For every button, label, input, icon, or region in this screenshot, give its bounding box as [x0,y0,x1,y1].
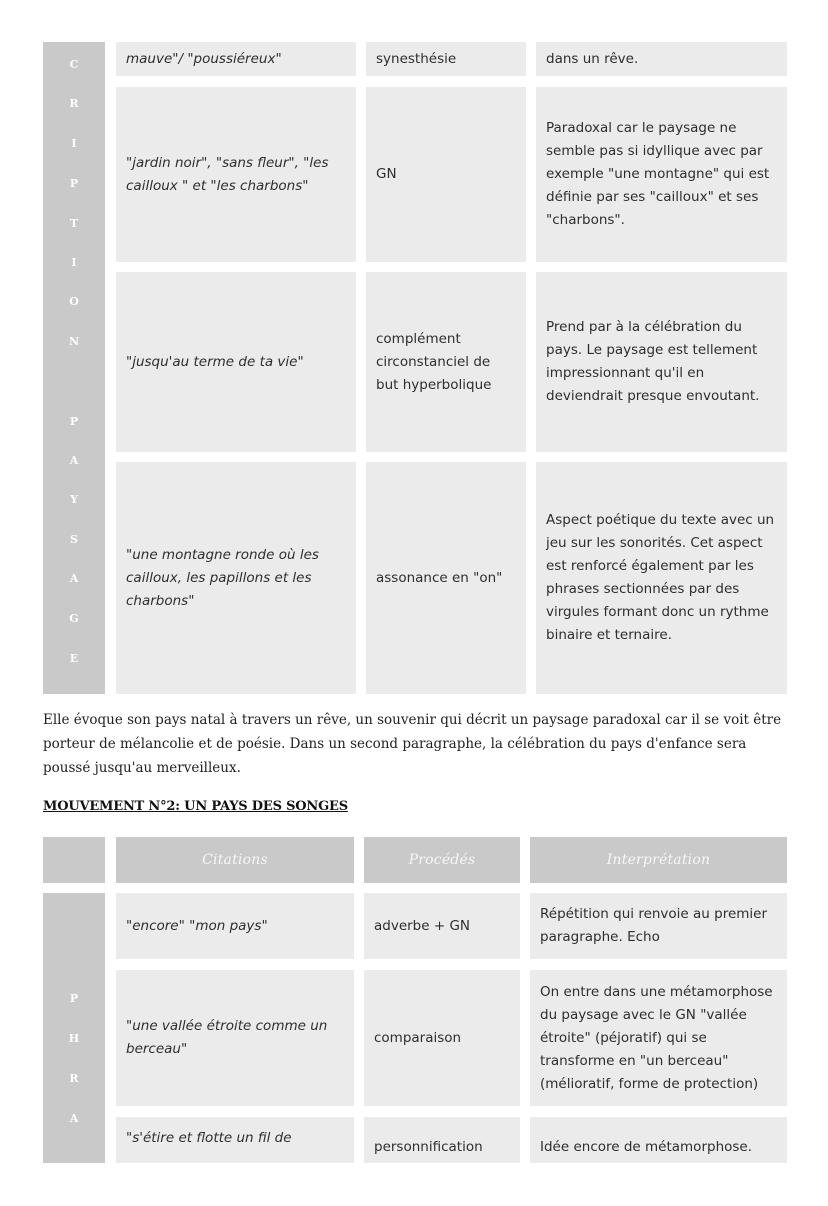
table-row-procede [364,1117,520,1163]
table1-side-column [43,42,105,694]
interpretation-text: Répétition qui renvoie au premier paragraphe. Echo [540,906,768,945]
procede-text: adverbe + GN [374,917,471,934]
side-letter: H [68,1032,80,1045]
table2-header-corner [43,837,105,883]
table-row-citation [116,42,356,76]
section-heading: MOUVEMENT N°2: UN PAYS DES SONGES [43,799,348,814]
table-row-procede [366,272,526,452]
side-letter: R [69,1072,79,1085]
table2-header-interpretation [530,837,787,883]
header-label: Citations [202,852,268,868]
table-row-interpretation [536,272,787,452]
table-row-procede [364,970,520,1106]
table-row-interpretation [536,42,787,76]
table-row-citation [116,1117,354,1163]
table-row-interpretation [530,1117,787,1163]
interpretation-text: dans un rêve. [546,50,639,67]
side-letter: A [69,572,79,585]
citation-text: "jardin noir", "sans fleur", "les cailloux " et "les charbons" [126,154,329,194]
header-label: Interprétation [606,852,711,868]
side-letter: T [69,217,79,230]
interpretation-text: Idée encore de métamorphose. [540,1139,753,1155]
citation-text: "une vallée étroite comme un berceau" [126,1018,328,1057]
procede-text: comparaison [374,1029,462,1046]
interpretation-text: Aspect poétique du texte avec un jeu sur les sonorités. Cet aspect est renforcé également par les phrases sectionnées par des virgules formant donc un rythme binaire et ternaire. [546,512,775,643]
table-row-citation [116,462,356,694]
side-letter: S [70,533,78,546]
table-row-citation [116,272,356,452]
side-letter: Y [70,493,78,506]
interpretation-text: On entre dans une métamorphose du paysage avec le GN "vallée étroite" (péjoratif) qui se transforme en "un berceau" (mélioratif, forme de protection) [540,983,773,1092]
side-letter: N [68,335,80,348]
table2-header-procedes [364,837,520,883]
side-letter: P [69,992,79,1005]
procede-text: synesthésie [376,50,457,67]
citation-text: "s'étire et flotte un fil de [126,1130,292,1146]
side-letter: P [69,177,79,190]
side-letter: P [69,415,79,428]
citation-text: "encore" "mon pays" [126,917,268,934]
table2-header-citations [116,837,354,883]
table-row-citation [116,87,356,262]
body-paragraph: Elle évoque son pays natal à travers un rêve, un souvenir qui décrit un paysage paradoxal car il se voit être porteur de mélancolie et de poésie. Dans un second paragraphe, la célébration du pays d'enfance sera poussé jusqu'au merveilleux. [43,712,782,776]
table-row-procede [366,42,526,76]
side-letter: R [69,97,79,110]
procede-text: personnification [374,1139,483,1155]
table-row-procede [366,462,526,694]
side-letter: I [71,256,77,269]
table-row-interpretation [530,893,787,959]
table-row-procede [366,87,526,262]
procede-text: assonance en "on" [376,569,503,586]
procede-text: complément circonstanciel de but hyperbolique [376,330,492,393]
side-letter: A [69,1112,79,1125]
citation-text: "une montagne ronde où les cailloux, les papillons et les charbons" [126,546,319,609]
side-letter: A [69,454,79,467]
header-label: Procédés [408,852,476,868]
interpretation-text: Prend par à la célébration du pays. Le paysage est tellement impressionnant qu'il en deviendrait presque envoutant. [546,319,760,404]
interpretation-text: Paradoxal car le paysage ne semble pas si idyllique avec par exemple "une montagne" qui est définie par ses "cailloux" et ses "charbons". [546,120,770,228]
table-row-interpretation [536,87,787,262]
table-row-procede [364,893,520,959]
side-letter: E [69,652,79,665]
side-letter: I [71,137,77,150]
table2-side-column [43,893,105,1163]
citation-text: mauve"/ "poussiéreux" [126,50,282,67]
table-row-citation [116,893,354,959]
table-row-interpretation [530,970,787,1106]
side-letter: G [69,612,79,625]
side-letter: C [69,58,79,71]
table-row-interpretation [536,462,787,694]
citation-text: "jusqu'au terme de ta vie" [126,353,304,370]
table-row-citation [116,970,354,1106]
procede-text: GN [376,166,397,182]
side-letter: O [69,295,79,308]
